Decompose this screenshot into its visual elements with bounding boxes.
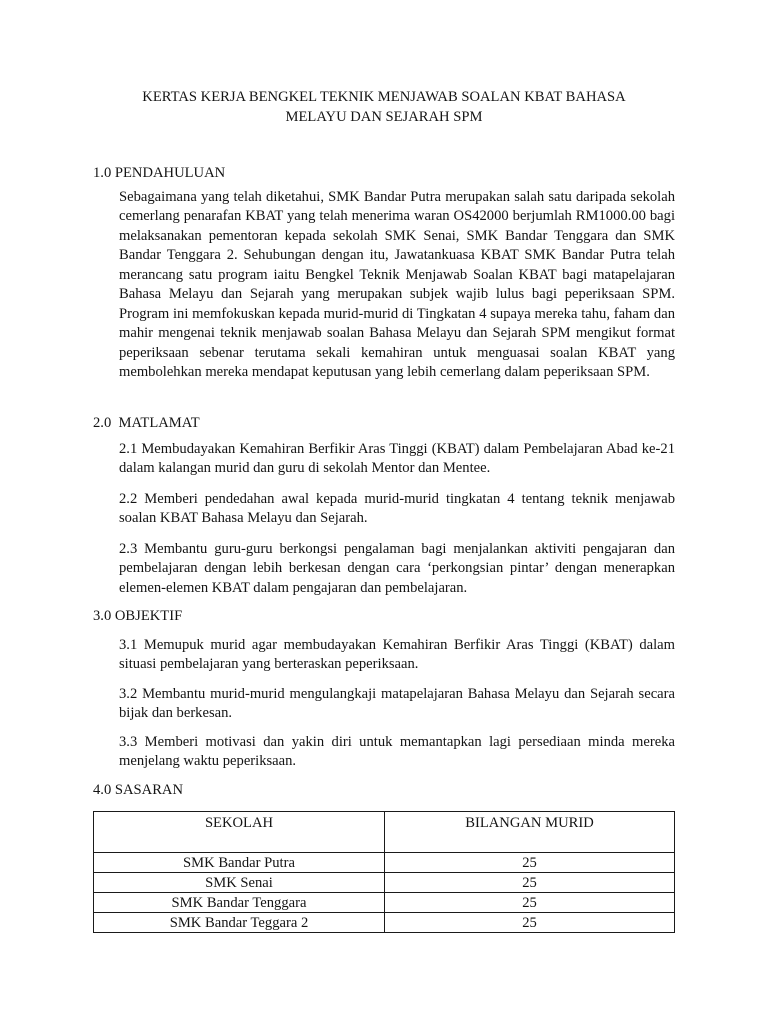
document-title-line-2: MELAYU DAN SEJARAH SPM [285, 109, 483, 125]
table-cell-sekolah: SMK Bandar Putra [94, 853, 385, 873]
section-heading-pendahuluan: 1.0 PENDAHULUAN [93, 165, 226, 181]
pendahuluan-paragraph: Sebagaimana yang telah diketahui, SMK Bandar Putra merupakan salah satu daripada sekolah cemerlang penarafan KBAT yang telah menerima waran OS42000 berjumlah RM1000.00 bagi melaksanakan pementoran kepada sekolah SMK Senai, SMK Bandar Tenggara dan SMK Bandar Tenggara 2. Sehubungan dengan itu, Jawatankuasa KBAT SMK Bandar Putra telah merancang satu program iaitu Bengkel Teknik Menjawab Soalan KBAT bagi matapelajaran Bahasa Melayu dan Sejarah yang merupakan subjek wajib lulus bagi peperiksaan SPM. Program ini memfokuskan kepada murid-murid di Tingkatan 4 supaya mereka tahu, faham dan mahir mengenai teknik menjawab soalan Bahasa Melayu dan Sejarah SPM mengikut format peperiksaan sebenar terutama sekali kemahiran untuk menguasai soalan KBAT yang membolehkan mereka mendapat keputusan yang lebih cemerlang dalam peperiksaan SPM. [119, 189, 675, 381]
table-header-sekolah: SEKOLAH [94, 812, 385, 853]
table-header-row [94, 812, 675, 853]
matlamat-item-2-3: 2.3 Membantu guru-guru berkongsi pengalaman bagi menjalankan aktiviti pengajaran dan pembelajaran dengan lebih berkesan dengan cara ‘perkongsian pintar’ dengan menerapkan elemen-elemen KBAT dalam pengajaran dan pembelajaran. [119, 541, 675, 596]
sasaran-table [93, 811, 675, 933]
table-cell-bilangan: 25 [385, 873, 675, 893]
table-row [94, 873, 675, 893]
table-cell-sekolah: SMK Senai [94, 873, 385, 893]
table-cell-bilangan: 25 [385, 913, 675, 933]
table-cell-sekolah: SMK Bandar Teggara 2 [94, 913, 385, 933]
section-heading-matlamat: 2.0 MATLAMAT [93, 415, 200, 431]
table-header-bilangan-murid: BILANGAN MURID [385, 812, 675, 853]
table-cell-bilangan: 25 [385, 853, 675, 873]
table-row [94, 893, 675, 913]
objektif-item-3-1: 3.1 Memupuk murid agar membudayakan Kemahiran Berfikir Aras Tinggi (KBAT) dalam situasi pembelajaran yang berteraskan peperiksaan. [119, 637, 675, 673]
objektif-item-3-2: 3.2 Membantu murid-murid mengulangkaji matapelajaran Bahasa Melayu dan Sejarah secara bijak dan berkesan. [119, 686, 675, 722]
table-row [94, 913, 675, 933]
table-cell-bilangan: 25 [385, 893, 675, 913]
matlamat-item-2-2: 2.2 Memberi pendedahan awal kepada murid-murid tingkatan 4 tentang teknik menjawab soalan KBAT Bahasa Melayu dan Sejarah. [119, 491, 675, 527]
section-heading-objektif: 3.0 OBJEKTIF [93, 608, 183, 624]
matlamat-item-2-1: 2.1 Membudayakan Kemahiran Berfikir Aras Tinggi (KBAT) dalam Pembelajaran Abad ke-21 dalam kalangan murid dan guru di sekolah Mentor dan Mentee. [119, 441, 675, 477]
document-title-line-1: KERTAS KERJA BENGKEL TEKNIK MENJAWAB SOALAN KBAT BAHASA [142, 89, 626, 105]
document-title [93, 87, 675, 127]
table-cell-sekolah: SMK Bandar Tenggara [94, 893, 385, 913]
table-row [94, 853, 675, 873]
objektif-item-3-3: 3.3 Memberi motivasi dan yakin diri untuk memantapkan lagi persediaan minda mereka menjelang waktu peperiksaan. [119, 734, 675, 770]
section-heading-sasaran: 4.0 SASARAN [93, 782, 184, 798]
